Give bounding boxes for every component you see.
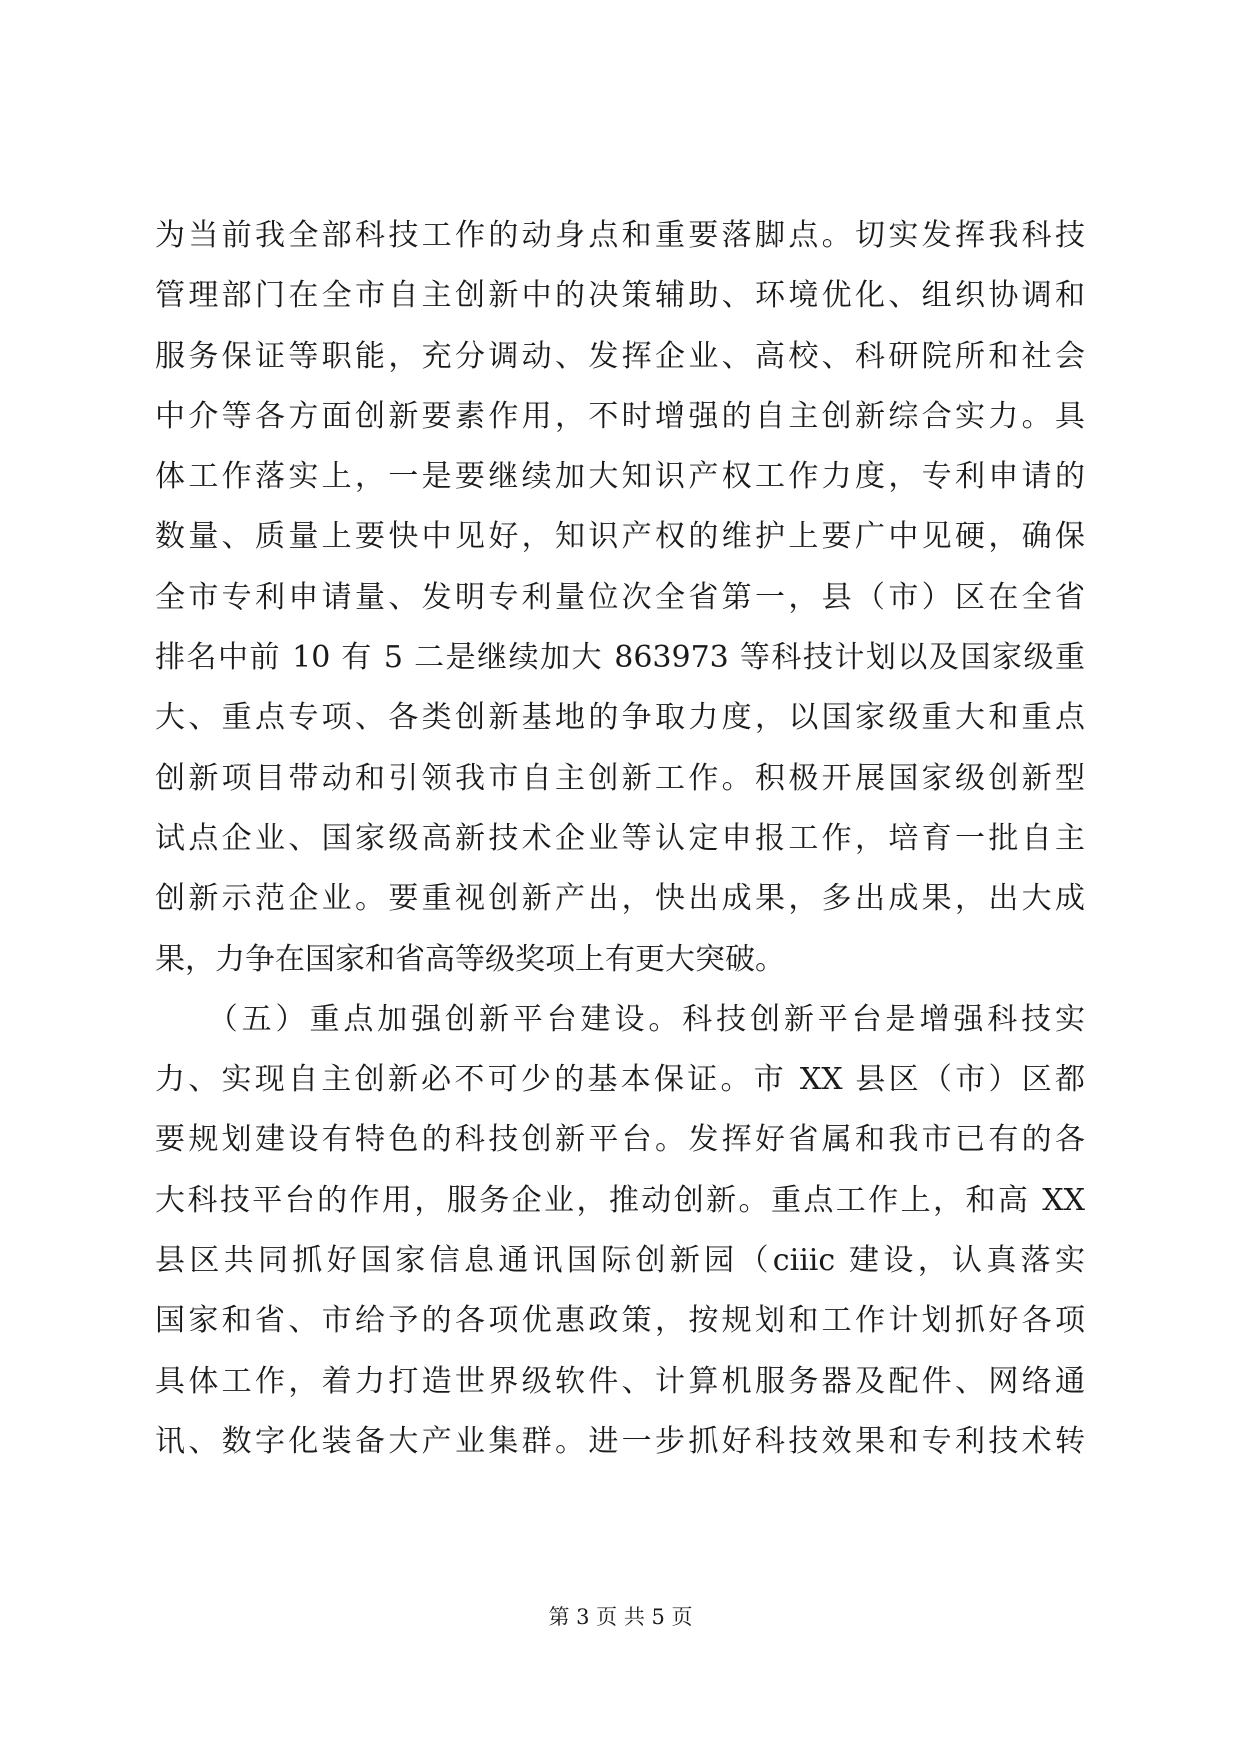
text-line: 服务保证等职能，充分调动、发挥企业、高校、科研院所和社会 <box>155 338 1085 374</box>
text-line: 讯、数字化装备大产业集群。进一步抓好科技效果和专利技术转 <box>155 1423 1085 1459</box>
text-line: 体工作落实上，一是要继续加大知识产权工作力度，专利申请的 <box>155 459 1085 495</box>
text-line: 具体工作，着力打造世界级软件、计算机服务器及配件、网络通 <box>155 1363 1085 1399</box>
text-line: 果，力争在国家和省高等级奖项上有更大突破。 <box>155 941 785 977</box>
text-line: 中介等各方面创新要素作用，不时增强的自主创新综合实力。具 <box>155 398 1085 434</box>
text-line: 创新示范企业。要重视创新产出，快出成果，多出成果，出大成 <box>155 881 1085 917</box>
text-line: 国家和省、市给予的各项优惠政策，按规划和工作计划抓好各项 <box>155 1303 1085 1339</box>
text-line: 为当前我全部科技工作的动身点和重要落脚点。切实发挥我科技 <box>155 218 1085 253</box>
text-line: 力、实现自主创新必不可少的基本保证。市 XX 县区（市）区都 <box>155 1062 1085 1098</box>
text-line: 数量、质量上要快中见好，知识产权的维护上要广中见硬，确保 <box>155 519 1085 555</box>
body-text <box>155 206 1085 1472</box>
text-line: 全市专利申请量、发明专利量位次全省第一，县（市）区在全省 <box>155 579 1085 615</box>
text-line: 大、重点专项、各类创新基地的争取力度，以国家级重大和重点 <box>155 700 1085 736</box>
text-line: 要规划建设有特色的科技创新平台。发挥好省属和我市已有的各 <box>155 1122 1085 1158</box>
text-line: 排名中前 10 有 5 二是继续加大 863973 等科技计划以及国家级重 <box>155 640 1085 676</box>
text-line: 创新项目带动和引领我市自主创新工作。积极开展国家级创新型 <box>155 760 1085 796</box>
page-footer: 第 3 页 共 5 页 <box>548 1605 693 1629</box>
text-line: 大科技平台的作用，服务企业，推动创新。重点工作上，和高 XX <box>155 1182 1085 1218</box>
text-line: 试点企业、国家级高新技术企业等认定申报工作，培育一批自主 <box>155 820 1085 856</box>
text-line: （五）重点加强创新平台建设。科技创新平台是增强科技实 <box>155 1001 1085 1037</box>
text-line: 管理部门在全市自主创新中的决策辅助、环境优化、组织协调和 <box>155 278 1085 314</box>
text-line: 县区共同抓好国家信息通讯国际创新园（ciiic 建设，认真落实 <box>155 1243 1085 1279</box>
